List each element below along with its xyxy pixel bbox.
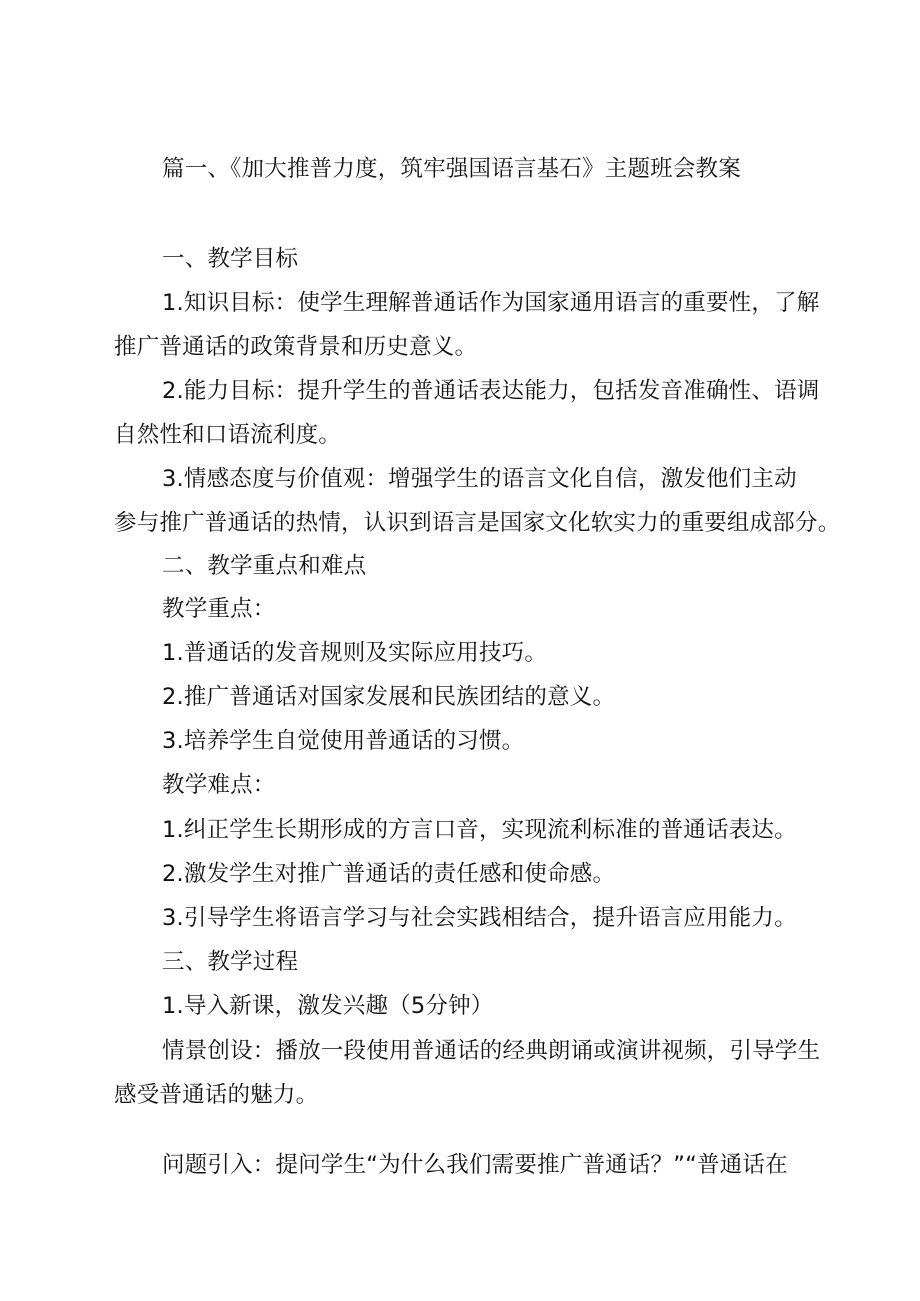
difficult-point-item: 3.引导学生将语言学习与社会实践相结合，提升语言应用能力。 <box>162 905 797 931</box>
goal-knowledge-line-1: 1.知识目标：使学生理解普通话作为国家通用语言的重要性，了解 <box>162 290 820 316</box>
difficult-point-item: 2.激发学生对推广普通话的责任感和使命感。 <box>162 861 616 887</box>
key-point-item: 3.培养学生自觉使用普通话的习惯。 <box>162 728 525 754</box>
difficult-point-item: 1.纠正学生长期形成的方言口音，实现流利标准的普通话表达。 <box>162 817 797 843</box>
goal-emotion-line-1: 3.情感态度与价值观：增强学生的语言文化自信，激发他们主动 <box>162 466 797 492</box>
difficult-points-label: 教学难点： <box>162 772 276 798</box>
goal-ability-line-1: 2.能力目标：提升学生的普通话表达能力，包括发音准确性、语调 <box>162 378 820 404</box>
goal-ability-line-2: 自然性和口语流利度。 <box>114 422 342 448</box>
question-line-1: 问题引入：提问学生“为什么我们需要推广普通话？”“普通话在 <box>162 1152 788 1178</box>
scene-line-1: 情景创设：播放一段使用普通话的经典朗诵或演讲视频，引导学生 <box>162 1038 821 1064</box>
goal-knowledge-line-2: 推广普通话的政策背景和历史意义。 <box>114 334 478 360</box>
key-points-label: 教学重点： <box>162 596 276 622</box>
scene-line-2: 感受普通话的魅力。 <box>114 1082 319 1108</box>
section-heading-key-difficult: 二、教学重点和难点 <box>162 553 367 579</box>
section-heading-teaching-goals: 一、教学目标 <box>162 246 299 272</box>
document-title: 篇一、《加大推普力度，筑牢强国语言基石》主题班会教案 <box>162 156 741 182</box>
section-heading-teaching-process: 三、教学过程 <box>162 949 299 975</box>
goal-emotion-line-2: 参与推广普通话的热情，认识到语言是国家文化软实力的重要组成部分。 <box>114 510 841 536</box>
process-step-1: 1.导入新课，激发兴趣（5分钟） <box>162 993 494 1019</box>
key-point-item: 1.普通话的发音规则及实际应用技巧。 <box>162 640 548 666</box>
key-point-item: 2.推广普通话对国家发展和民族团结的意义。 <box>162 684 616 710</box>
